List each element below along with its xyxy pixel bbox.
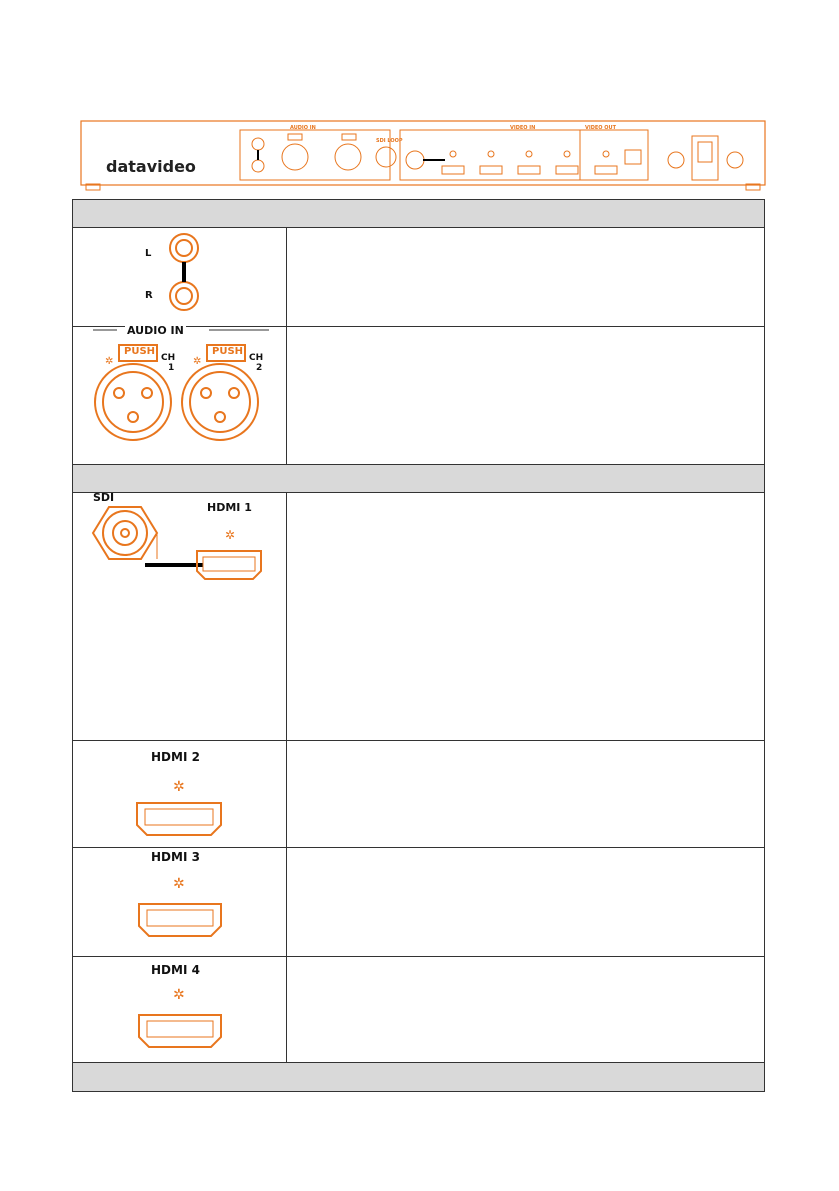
panel-sdi-loop-label: SDI LOOP — [376, 138, 403, 144]
rca-l-label: L — [145, 248, 152, 259]
xlr-ch1-number: 1 — [168, 363, 175, 373]
panel-video-in-label: VIDEO IN — [510, 125, 536, 131]
hdmi3-connector-image — [73, 848, 287, 956]
section-header-audio — [73, 200, 764, 228]
brand-logo: datavideo — [106, 157, 196, 176]
xlr-push-2: PUSH — [212, 346, 244, 357]
svg-text:✲: ✲ — [173, 986, 185, 1002]
rca-r-label: R — [145, 290, 153, 301]
hdmi3-label: HDMI 3 — [151, 850, 200, 864]
hdmi4-connector-image — [73, 957, 287, 1062]
xlr-push-1: PUSH — [124, 346, 156, 357]
svg-text:✲: ✲ — [225, 528, 236, 542]
hdmi2-label: HDMI 2 — [151, 750, 200, 764]
sdi-hdmi1-connector-image — [73, 493, 287, 740]
svg-text:✲: ✲ — [193, 356, 202, 367]
svg-text:✲: ✲ — [173, 875, 185, 891]
row-xlr-audio — [73, 324, 764, 465]
xlr-ch-label-1: CH — [161, 353, 176, 363]
xlr-ch-label-2: CH — [249, 353, 264, 363]
xlr-ch2-number: 2 — [256, 363, 263, 373]
row-hdmi2 — [73, 741, 764, 848]
svg-text:✲: ✲ — [105, 356, 114, 367]
panel-audio-in-label: AUDIO IN — [290, 125, 316, 131]
hdmi2-connector-image — [73, 741, 287, 847]
section-header-video — [73, 465, 764, 493]
hdmi4-label: HDMI 4 — [151, 963, 200, 977]
rca-connector-image — [73, 228, 287, 326]
rear-panel-illustration — [80, 120, 766, 192]
hdmi1-label: HDMI 1 — [207, 501, 252, 514]
panel-video-out-label: VIDEO OUT — [585, 125, 617, 131]
xlr-audio-in-title: AUDIO IN — [127, 324, 184, 337]
sdi-label: SDI — [93, 491, 115, 504]
row-sdi-hdmi1 — [73, 493, 764, 741]
row-hdmi3 — [73, 848, 764, 957]
xlr-connector-image — [73, 324, 287, 464]
row-rca-audio — [73, 228, 764, 327]
svg-text:✲: ✲ — [173, 778, 185, 794]
section-header-output — [73, 1063, 764, 1091]
row-hdmi4 — [73, 957, 764, 1063]
connections-table — [72, 199, 765, 1092]
